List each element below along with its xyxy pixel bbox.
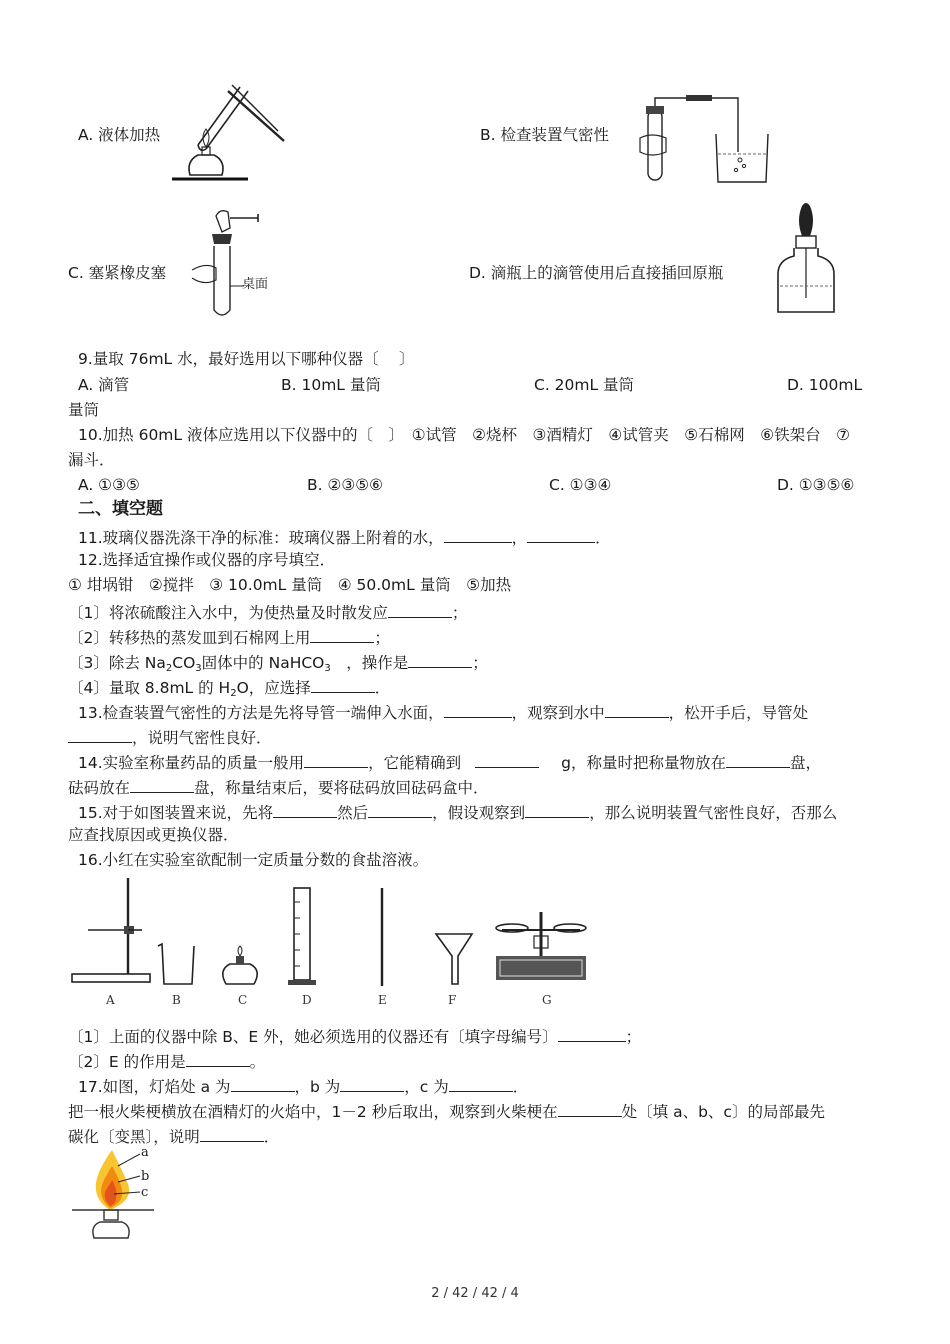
blank[interactable] (130, 778, 194, 793)
blank[interactable] (388, 603, 452, 618)
q14-line-1: 14.实验室称量药品的质量一般用 ，它能精确到 g，称量时把称量物放在 盘， (78, 754, 822, 772)
alcohol-lamp-icon (223, 946, 257, 984)
blank[interactable] (368, 803, 432, 818)
q17-line-2: 把一根火柴梗横放在酒精灯的火焰中，1－2 秒后取出，观察到火柴梗在 处〔填 a、b、c〕的局部最先 (68, 1103, 825, 1121)
blank[interactable] (726, 753, 790, 768)
q10-option-c: C. ①③④ (549, 476, 612, 494)
q8-option-c: C. 塞紧橡皮塞 (68, 264, 167, 282)
table-surface-label: 桌面 (242, 277, 269, 292)
q14-line-2: 砝码放在 盘，称量结束后，要将砝码放回砝码盒中． (68, 779, 489, 797)
instrument-label-g: G (542, 993, 552, 1007)
q8-option-b: B. 检查装置气密性 (480, 126, 609, 144)
funnel-icon (436, 934, 472, 984)
q12-part-2: 〔2〕转移热的蒸发皿到石棉网上用 ； (68, 629, 390, 647)
q16-part-1: 〔1〕上面的仪器中除 B、E 外，她必须选用的仪器还有〔填字母编号〕 ； (68, 1028, 642, 1046)
dropper-bottle-figure (772, 200, 852, 316)
q13-line-1: 13.检查装置气密性的方法是先将导管一端伸入水面， ，观察到水中 ，松开手后，导管处 (78, 704, 809, 722)
q17-line-1: 17.如图，灯焰处 a 为 ，b 为 ，c 为 ． (78, 1078, 529, 1096)
insert-rubber-stopper-figure (186, 206, 290, 322)
blank[interactable] (444, 703, 512, 718)
q8-option-a: A. 液体加热 (78, 126, 161, 144)
q9-option-d: D. 100mL (787, 376, 863, 394)
q12-part-3: 〔3〕除去 $Na_2CO_3$固体中的 NaHCO$_3$ ，操作是 ； (68, 654, 488, 674)
q16-stem: 16.小红在实验室欲配制一定质量分数的食盐溶液。 (78, 851, 429, 869)
q11-line: 11.玻璃仪器洗涤干净的标准：玻璃仪器上附着的水， ， ． (78, 529, 611, 547)
blank[interactable] (311, 678, 375, 693)
blank[interactable] (273, 803, 337, 818)
q16-part-2: 〔2〕E 的作用是 。 (68, 1053, 266, 1071)
q9-option-a: A. 滴管 (78, 376, 130, 394)
blank[interactable] (527, 528, 595, 543)
instrument-label-d: D (302, 993, 312, 1007)
q10-option-d: D. ①③⑤⑥ (777, 476, 855, 494)
q12-part-4: 〔4〕量取 8.8mL 的 $H_2O$，应选择 ． (68, 679, 391, 699)
blank[interactable] (340, 1077, 404, 1092)
q15-line-2: 应查找原因或更换仪器． (68, 826, 239, 844)
blank[interactable] (605, 703, 669, 718)
q12-stem: 12.选择适宜操作或仪器的序号填空． (78, 551, 336, 569)
instrument-label-e: E (378, 993, 387, 1007)
q9-option-b: B. 10mL 量筒 (281, 376, 381, 394)
blank[interactable] (558, 1102, 622, 1117)
q9-option-d-cont: 量筒 (68, 401, 100, 419)
flame-label-a: a (141, 1146, 149, 1160)
q9-option-c: C. 20mL 量筒 (534, 376, 635, 394)
q12-options: ① 坩埚钳 ②搅拌 ③ 10.0mL 量筒 ④ 50.0mL 量筒 ⑤加热 (68, 576, 512, 594)
instrument-label-f: F (448, 993, 457, 1007)
blank[interactable] (475, 753, 539, 768)
flame-label-c: c (141, 1185, 149, 1200)
blank[interactable] (304, 753, 368, 768)
beaker-icon (158, 944, 194, 984)
flame-label-b: b (141, 1169, 150, 1184)
blank[interactable] (444, 528, 512, 543)
blank[interactable] (558, 1027, 626, 1042)
q17-line-3: 碳化〔变黑〕，说明 ． (68, 1128, 280, 1146)
q13-line-2: ，说明气密性良好． (68, 728, 272, 747)
q9-stem: 9.量取 76mL 水，最好选用以下哪种仪器〔 〕 (78, 350, 415, 368)
instrument-label-a: A (106, 993, 115, 1007)
q10-option-b: B. ②③⑤⑥ (307, 476, 384, 494)
liquid-heating-figure (168, 75, 290, 185)
flame-figure (70, 1146, 170, 1242)
blank[interactable] (310, 628, 374, 643)
blank[interactable] (68, 728, 132, 743)
q12-part-1: 〔1〕将浓硫酸注入水中，为使热量及时散发应 ； (68, 604, 468, 622)
blank[interactable] (186, 1052, 250, 1067)
iron-stand-icon (72, 878, 150, 982)
blank[interactable] (200, 1127, 264, 1142)
lab-instruments-figure (66, 872, 596, 1012)
balance-icon (496, 912, 586, 980)
airtightness-check-figure (638, 92, 774, 186)
q10-stem-cont: 漏斗． (68, 451, 115, 469)
blank[interactable] (449, 1077, 513, 1092)
blank[interactable] (408, 653, 472, 668)
q15-line-1: 15.对于如图装置来说，先将 然后 ，假设观察到 ，那么说明装置气密性良好，否那么 (78, 804, 838, 822)
graduated-cylinder-icon (288, 888, 316, 985)
blank[interactable] (231, 1077, 295, 1092)
q10-option-a: A. ①③⑤ (78, 476, 140, 494)
instrument-label-c: C (238, 993, 248, 1007)
q8-option-d: D. 滴瓶上的滴管使用后直接插回原瓶 (469, 264, 724, 282)
q10-stem: 10.加热 60mL 液体应选用以下仪器中的〔 〕 ①试管 ②烧杯 ③酒精灯 ④试管夹 ⑤石棉网 ⑥铁架台 ⑦ (78, 426, 850, 444)
blank[interactable] (525, 803, 589, 818)
section-title: 二、填空题 (78, 499, 163, 519)
instrument-label-b: B (172, 993, 181, 1007)
page-number: 2 / 42 / 42 / 4 (431, 1286, 519, 1301)
